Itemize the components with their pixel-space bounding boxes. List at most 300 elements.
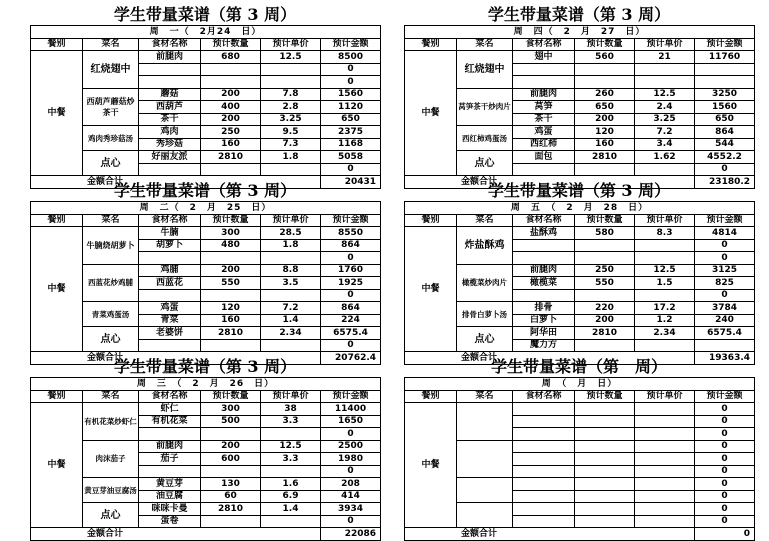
unit-price: 8.8: [261, 264, 321, 277]
ingredient-name: 前腿肉: [139, 51, 201, 64]
header-row: [31, 390, 381, 403]
unit-price: 3.25: [635, 113, 695, 126]
menu-title: 学生带量菜谱（第 3 周）: [113, 357, 297, 376]
unit-price: [635, 163, 695, 176]
ingredient-name: 魔力方: [513, 339, 575, 352]
ingredient-name: 鸡肉: [139, 126, 201, 139]
quantity: [575, 515, 635, 528]
quantity: 220: [575, 302, 635, 315]
amount: 0: [695, 252, 755, 265]
quantity: 200: [575, 113, 635, 126]
column-header: 餐别: [405, 390, 457, 403]
ingredient-name: 青菜: [139, 314, 201, 327]
unit-price: 3.3: [261, 415, 321, 428]
ingredient-name: 翅中: [513, 51, 575, 64]
ingredient-name: 茶干: [139, 113, 201, 126]
ingredient-name: [513, 289, 575, 302]
quantity: 2810: [201, 503, 261, 516]
amount: 1560: [321, 88, 381, 101]
amount: 825: [695, 277, 755, 290]
unit-price: [261, 465, 321, 478]
quantity: [575, 76, 635, 89]
unit-price: [635, 453, 695, 466]
unit-price: 3.4: [635, 138, 695, 151]
total-amount: 20762.4: [321, 352, 381, 365]
ingredient-name: 排骨: [513, 302, 575, 315]
total-amount: 19363.4: [695, 352, 755, 365]
column-header: 食材名称: [513, 38, 575, 51]
table-row: [405, 403, 755, 416]
amount: 4814: [695, 227, 755, 240]
quantity: 200: [201, 88, 261, 101]
menu-table: [404, 25, 755, 189]
total-label: 金额合计: [405, 528, 695, 541]
week-day-row: 周 二（ 2 月 25 日）: [31, 202, 381, 215]
quantity: 300: [201, 403, 261, 416]
unit-price: 28.5: [261, 227, 321, 240]
ingredient-name: [513, 465, 575, 478]
unit-price: 1.62: [635, 151, 695, 164]
unit-price: [635, 515, 695, 528]
amount: 1925: [321, 277, 381, 290]
header-row: [31, 214, 381, 227]
unit-price: 1.4: [261, 503, 321, 516]
column-header: 预计金额: [695, 38, 755, 51]
amount: 1760: [321, 264, 381, 277]
total-amount: 20431: [321, 176, 381, 189]
quantity: 550: [201, 277, 261, 290]
ingredient-name: 虾仁: [139, 403, 201, 416]
unit-price: [261, 252, 321, 265]
ingredient-name: 盐酥鸡: [513, 227, 575, 240]
amount: 0: [695, 490, 755, 503]
ingredient-name: 秀珍菇: [139, 138, 201, 151]
amount: 0: [695, 289, 755, 302]
amount: 0: [321, 428, 381, 441]
amount: 240: [695, 314, 755, 327]
ingredient-name: 白萝卜: [513, 314, 575, 327]
unit-price: [635, 428, 695, 441]
amount: 8500: [321, 51, 381, 64]
quantity: 200: [201, 113, 261, 126]
unit-price: 1.4: [261, 314, 321, 327]
quantity: 60: [201, 490, 261, 503]
column-header: 预计数量: [575, 390, 635, 403]
ingredient-name: 油豆腐: [139, 490, 201, 503]
week-day-row: 周 四（ 2 月 27 日）: [405, 26, 755, 39]
unit-price: [261, 289, 321, 302]
menu-title: 学生带量菜谱（第 3 周）: [113, 181, 297, 200]
table-row: [405, 503, 755, 516]
amount: 0: [695, 415, 755, 428]
dish-name: 黄豆芽油豆腐汤: [83, 478, 139, 503]
table-row: [31, 302, 381, 315]
quantity: 160: [201, 138, 261, 151]
dish-name: [457, 403, 513, 441]
amount: 0: [695, 239, 755, 252]
amount: 4552.2: [695, 151, 755, 164]
ingredient-name: [513, 503, 575, 516]
ingredient-name: 蛋卷: [139, 515, 201, 528]
ingredient-name: [139, 252, 201, 265]
ingredient-name: 西蓝花: [139, 277, 201, 290]
column-header: 预计单价: [261, 214, 321, 227]
amount: 1120: [321, 101, 381, 114]
unit-price: [635, 239, 695, 252]
total-label: 金额合计: [405, 176, 695, 189]
total-label: 金额合计: [31, 352, 321, 365]
unit-price: [635, 440, 695, 453]
quantity: 2810: [201, 327, 261, 340]
quantity: 2810: [575, 151, 635, 164]
column-header: 预计单价: [635, 214, 695, 227]
quantity: 680: [201, 51, 261, 64]
total-amount: 23180.2: [695, 176, 755, 189]
amount: 0: [695, 440, 755, 453]
menu-title: 学生带量菜谱（第 3 周）: [487, 181, 671, 200]
ingredient-name: 茶干: [513, 113, 575, 126]
dish-name: 肉沫茄子: [83, 440, 139, 478]
quantity: [575, 415, 635, 428]
menu-panel-thursday: [404, 5, 754, 189]
dish-name: 鸡肉秀珍菇汤: [83, 126, 139, 151]
unit-price: 3.3: [261, 453, 321, 466]
quantity: [575, 453, 635, 466]
dish-name: 点心: [457, 327, 513, 352]
unit-price: 7.8: [261, 88, 321, 101]
column-header: 食材名称: [139, 38, 201, 51]
total-row: [405, 528, 755, 541]
amount: 1560: [695, 101, 755, 114]
unit-price: [635, 415, 695, 428]
column-header: 预计数量: [201, 38, 261, 51]
ingredient-name: 有机花菜: [139, 415, 201, 428]
ingredient-name: 鸡蛋: [139, 302, 201, 315]
dish-name: [457, 503, 513, 528]
header-row: [405, 38, 755, 51]
column-header: 预计金额: [695, 214, 755, 227]
amount: 650: [321, 113, 381, 126]
ingredient-name: 蘑菇: [139, 88, 201, 101]
table-row: [405, 478, 755, 491]
column-header: 预计单价: [635, 390, 695, 403]
quantity: 2810: [201, 151, 261, 164]
amount: 0: [321, 163, 381, 176]
ingredient-name: [513, 63, 575, 76]
column-header: 菜名: [457, 38, 513, 51]
amount: 0: [695, 163, 755, 176]
unit-price: [635, 63, 695, 76]
menu-table: [30, 377, 381, 541]
week-day-row: 周 （ 月 日）: [405, 378, 755, 391]
ingredient-name: [513, 515, 575, 528]
amount: 1980: [321, 453, 381, 466]
unit-price: [635, 490, 695, 503]
amount: 3250: [695, 88, 755, 101]
unit-price: 12.5: [635, 88, 695, 101]
quantity: [575, 428, 635, 441]
quantity: [201, 515, 261, 528]
quantity: 120: [575, 126, 635, 139]
amount: 2500: [321, 440, 381, 453]
menu-table: [30, 201, 381, 365]
meal-type: 中餐: [405, 227, 457, 352]
quantity: 200: [201, 264, 261, 277]
ingredient-name: 西红柿: [513, 138, 575, 151]
column-header: 餐别: [405, 214, 457, 227]
table-row: [31, 264, 381, 277]
dish-name: 炸盐酥鸡: [457, 227, 513, 265]
amount: 864: [321, 302, 381, 315]
dish-name: 西蓝花炒鸡脯: [83, 264, 139, 302]
dish-name: 莴笋茶干炒肉片: [457, 88, 513, 126]
column-header: 预计数量: [201, 214, 261, 227]
table-row: [405, 126, 755, 139]
quantity: 2810: [575, 327, 635, 340]
ingredient-name: [513, 76, 575, 89]
quantity: 580: [575, 227, 635, 240]
amount: 650: [695, 113, 755, 126]
quantity: 560: [575, 51, 635, 64]
table-row: [31, 478, 381, 491]
unit-price: [635, 252, 695, 265]
ingredient-name: [139, 76, 201, 89]
ingredient-name: [139, 339, 201, 352]
unit-price: [261, 76, 321, 89]
week-day-row: 周 三 （ 2 月 26 日）: [31, 378, 381, 391]
total-label: 金额合计: [31, 176, 321, 189]
dish-name: 有机花菜炒虾仁: [83, 403, 139, 441]
amount: [695, 63, 755, 76]
column-header: 预计金额: [321, 390, 381, 403]
quantity: [201, 76, 261, 89]
amount: 544: [695, 138, 755, 151]
column-header: 食材名称: [139, 214, 201, 227]
week-day-row: 周 一（ 2月24 日）: [31, 26, 381, 39]
amount: 0: [695, 403, 755, 416]
quantity: 650: [575, 101, 635, 114]
quantity: [201, 163, 261, 176]
amount: 11760: [695, 51, 755, 64]
table-row: [405, 88, 755, 101]
amount: [695, 76, 755, 89]
column-header: 菜名: [83, 390, 139, 403]
unit-price: [635, 76, 695, 89]
quantity: 480: [201, 239, 261, 252]
unit-price: 7.2: [635, 126, 695, 139]
amount: 0: [321, 289, 381, 302]
unit-price: 2.34: [261, 327, 321, 340]
quantity: [201, 339, 261, 352]
ingredient-name: 茄子: [139, 453, 201, 466]
column-header: 食材名称: [139, 390, 201, 403]
ingredient-name: [513, 440, 575, 453]
amount: 0: [695, 503, 755, 516]
ingredient-name: [513, 403, 575, 416]
quantity: [575, 403, 635, 416]
ingredient-name: [139, 428, 201, 441]
unit-price: 21: [635, 51, 695, 64]
dish-name: 西葫芦蘑菇炒茶干: [83, 88, 139, 126]
column-header: 预计金额: [695, 390, 755, 403]
quantity: 250: [201, 126, 261, 139]
week-day-row: 周 五 （ 2 月 28 日）: [405, 202, 755, 215]
column-header: 餐别: [31, 214, 83, 227]
ingredient-name: 黄豆芽: [139, 478, 201, 491]
ingredient-name: [139, 289, 201, 302]
quantity: [201, 63, 261, 76]
table-row: [31, 126, 381, 139]
amount: 0: [695, 515, 755, 528]
amount: 864: [321, 239, 381, 252]
quantity: [201, 428, 261, 441]
amount: 6575.4: [695, 327, 755, 340]
ingredient-name: [513, 252, 575, 265]
unit-price: 7.2: [261, 302, 321, 315]
ingredient-name: 老婆饼: [139, 327, 201, 340]
column-header: 预计数量: [575, 214, 635, 227]
column-header: 菜名: [457, 390, 513, 403]
column-header: 餐别: [405, 38, 457, 51]
amount: 3784: [695, 302, 755, 315]
quantity: [575, 465, 635, 478]
quantity: [575, 503, 635, 516]
unit-price: 3.25: [261, 113, 321, 126]
quantity: [201, 289, 261, 302]
quantity: [575, 478, 635, 491]
unit-price: [261, 428, 321, 441]
dish-name: 牛腩烧胡萝卜: [83, 227, 139, 265]
header-row: [31, 38, 381, 51]
ingredient-name: 西葫芦: [139, 101, 201, 114]
dish-name: 青菜鸡蛋汤: [83, 302, 139, 327]
column-header: 菜名: [457, 214, 513, 227]
quantity: [575, 163, 635, 176]
ingredient-name: [513, 478, 575, 491]
quantity: 250: [575, 264, 635, 277]
menu-panel-wednesday: [30, 357, 380, 541]
ingredient-name: 前腿肉: [513, 88, 575, 101]
table-row: [31, 151, 381, 164]
table-row: [31, 88, 381, 101]
unit-price: 6.9: [261, 490, 321, 503]
quantity: [575, 252, 635, 265]
unit-price: 17.2: [635, 302, 695, 315]
ingredient-name: 面包: [513, 151, 575, 164]
unit-price: 2.34: [635, 327, 695, 340]
ingredient-name: 咪咪卡曼: [139, 503, 201, 516]
unit-price: [635, 465, 695, 478]
ingredient-name: 好丽友派: [139, 151, 201, 164]
ingredient-name: [513, 490, 575, 503]
unit-price: 12.5: [635, 264, 695, 277]
column-header: 餐别: [31, 38, 83, 51]
table-row: [405, 227, 755, 240]
column-header: 预计数量: [201, 390, 261, 403]
table-row: [31, 51, 381, 64]
menu-title: 学生带量菜谱（第 3 周）: [113, 5, 297, 24]
meal-type: 中餐: [405, 51, 457, 176]
ingredient-name: [513, 428, 575, 441]
amount: 0: [695, 453, 755, 466]
total-row: [31, 528, 381, 541]
table-row: [31, 440, 381, 453]
unit-price: 12.5: [261, 51, 321, 64]
amount: 6575.4: [321, 327, 381, 340]
dish-name: 红烧翅中: [457, 51, 513, 89]
table-row: [405, 302, 755, 315]
table-row: [405, 264, 755, 277]
amount: 0: [321, 252, 381, 265]
dish-name: 点心: [83, 151, 139, 176]
ingredient-name: 阿华田: [513, 327, 575, 340]
amount: 414: [321, 490, 381, 503]
amount: 1168: [321, 138, 381, 151]
meal-type: 中餐: [31, 51, 83, 176]
dish-name: [457, 440, 513, 478]
table-row: [31, 403, 381, 416]
ingredient-name: 胡萝卜: [139, 239, 201, 252]
unit-price: 7.3: [261, 138, 321, 151]
amount: 0: [321, 63, 381, 76]
amount: 0: [321, 515, 381, 528]
unit-price: 2.4: [635, 101, 695, 114]
menu-title: 学生带量菜谱（第 3 周）: [487, 5, 671, 24]
amount: [695, 339, 755, 352]
unit-price: [261, 63, 321, 76]
quantity: [575, 239, 635, 252]
quantity: 200: [201, 440, 261, 453]
column-header: 菜名: [83, 38, 139, 51]
quantity: [201, 465, 261, 478]
amount: 0: [321, 76, 381, 89]
menu-table: [404, 377, 755, 541]
unit-price: [635, 289, 695, 302]
amount: 3125: [695, 264, 755, 277]
quantity: [575, 289, 635, 302]
amount: 208: [321, 478, 381, 491]
quantity: 300: [201, 227, 261, 240]
unit-price: 8.3: [635, 227, 695, 240]
menu-panel-tuesday: [30, 181, 380, 365]
ingredient-name: [513, 163, 575, 176]
quantity: [575, 440, 635, 453]
unit-price: 12.5: [261, 440, 321, 453]
table-row: [405, 151, 755, 164]
ingredient-name: [513, 453, 575, 466]
amount: 0: [321, 339, 381, 352]
column-header: 菜名: [83, 214, 139, 227]
table-row: [31, 503, 381, 516]
quantity: 160: [201, 314, 261, 327]
dish-name: 红烧翅中: [83, 51, 139, 89]
dish-name: [457, 478, 513, 503]
quantity: 550: [575, 277, 635, 290]
menu-table: [404, 201, 755, 365]
ingredient-name: [139, 63, 201, 76]
quantity: 120: [201, 302, 261, 315]
unit-price: 38: [261, 403, 321, 416]
column-header: 预计数量: [575, 38, 635, 51]
unit-price: [635, 403, 695, 416]
quantity: [575, 339, 635, 352]
meal-type: 中餐: [405, 403, 457, 528]
quantity: 200: [575, 314, 635, 327]
quantity: [575, 63, 635, 76]
unit-price: 1.8: [261, 151, 321, 164]
quantity: [575, 490, 635, 503]
quantity: 500: [201, 415, 261, 428]
